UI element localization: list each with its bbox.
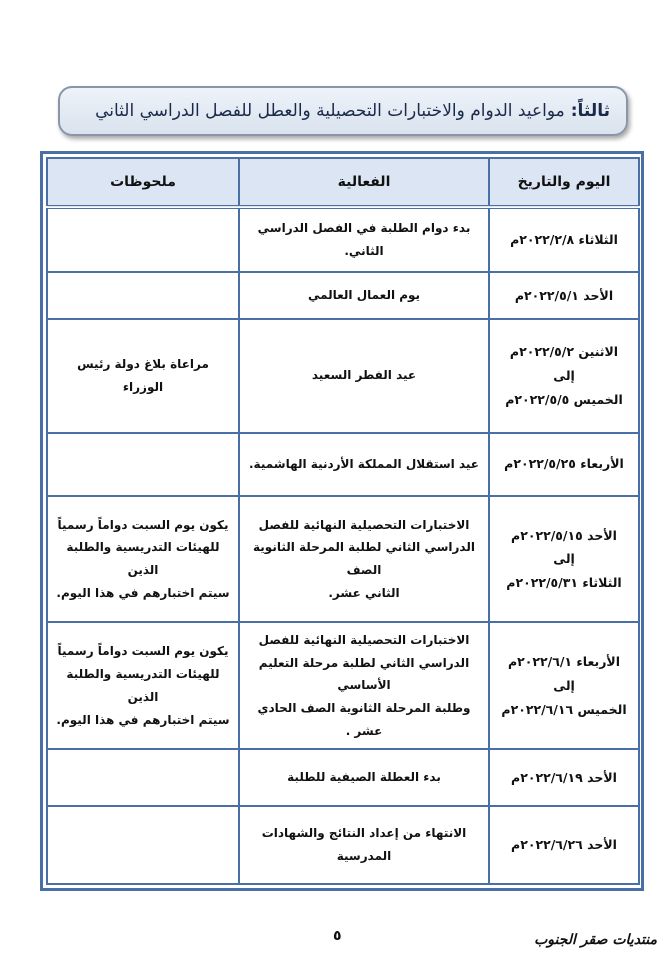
activity-cell: [239, 272, 489, 318]
heading-text: مواعيد الدوام والاختبارات التحصيلية والعطل للفصل الدراسي الثاني: [95, 101, 565, 121]
notes-cell: [47, 749, 239, 806]
date-cell: [489, 806, 639, 884]
notes-cell-line: سيتم اختبارهم في هذا اليوم.: [56, 585, 230, 600]
activity-cell: [239, 806, 489, 884]
date-cell-line: الأحد ٢٠٢٢/٥/١م: [514, 287, 614, 303]
page-number: ٥: [333, 928, 342, 944]
activity-cell: [239, 433, 489, 496]
activity-cell-line: الانتهاء من إعداد النتائج والشهادات: [261, 826, 467, 841]
activity-cell: [239, 319, 489, 433]
activity-cell-line: الدراسي الثاني لطلبة مرحلة التعليم الأساسي: [258, 655, 470, 693]
date-cell-line: الثلاثاء ٢٠٢٢/٥/٣١م: [506, 575, 622, 591]
date-cell-line: إلى: [553, 677, 575, 693]
table-row: [47, 433, 639, 496]
activity-cell: [239, 622, 489, 749]
activity-cell-line: الثاني عشر.: [328, 585, 400, 600]
date-cell-line: الثلاثاء ٢٠٢٢/٢/٨م: [510, 232, 618, 248]
notes-cell-line: يكون يوم السبت دواماً رسمياً: [57, 517, 229, 532]
date-cell-line: الخميس ٢٠٢٢/٦/١٦م: [501, 701, 627, 717]
activity-cell-line: الاختبارات التحصيلية النهائية للفصل: [258, 517, 470, 532]
date-cell: [489, 622, 639, 749]
schedule-table: [46, 157, 640, 885]
activity-cell-line: يوم العمال العالمي: [307, 288, 421, 303]
table-row: [47, 272, 639, 318]
notes-cell-line: للهيئات التدريسية والطلبة الذين: [66, 666, 220, 704]
notes-cell: [47, 319, 239, 433]
table-row: [47, 749, 639, 806]
date-cell-line: الاثنين ٢٠٢٢/٥/٢م: [509, 344, 619, 360]
date-cell: [489, 207, 639, 272]
notes-cell-line: سيتم اختبارهم في هذا اليوم.: [56, 712, 230, 727]
schedule-table-frame: [40, 151, 644, 891]
activity-cell-line: عيد استقلال المملكة الأردنية الهاشمية.: [249, 456, 479, 471]
notes-cell: [47, 207, 239, 272]
activity-cell-line: الاختبارات التحصيلية النهائية للفصل: [258, 632, 470, 647]
activity-cell-line: وطلبة المرحلة الثانوية الصف الحادي عشر .: [257, 701, 471, 738]
date-cell: [489, 496, 639, 623]
activity-cell-line: بدء العطلة الصيفية للطلبة: [287, 770, 441, 785]
activity-cell: [239, 749, 489, 806]
notes-cell-line: للهيئات التدريسية والطلبة الذين: [66, 540, 220, 578]
notes-cell: [47, 272, 239, 318]
table-header-row: [47, 158, 639, 207]
header-notes: ملحوظات: [47, 158, 239, 207]
table-row: [47, 622, 639, 749]
date-cell-line: الخميس ٢٠٢٢/٥/٥م: [505, 391, 623, 407]
date-cell-line: إلى: [553, 551, 575, 567]
date-cell-line: الأحد ٢٠٢٢/٥/١٥م: [511, 527, 617, 543]
notes-cell: [47, 806, 239, 884]
forum-watermark: منتديات صقر الجنوب: [534, 932, 657, 948]
section-heading: [58, 86, 628, 136]
notes-cell: [47, 433, 239, 496]
activity-cell: [239, 496, 489, 623]
date-cell-line: الأحد ٢٠٢٢/٦/٢٦م: [511, 837, 617, 853]
table-row: [47, 806, 639, 884]
notes-cell-line: يكون يوم السبت دواماً رسمياً: [57, 644, 229, 659]
activity-cell-line: المدرسية: [336, 848, 392, 863]
header-date: اليوم والتاريخ: [489, 158, 639, 207]
date-cell: [489, 433, 639, 496]
activity-cell-line: بدء دوام الطلبة في الفصل الدراسي الثاني.: [257, 221, 471, 259]
table-row: [47, 319, 639, 433]
heading-prefix: ثالثاً:: [570, 101, 610, 121]
date-cell-line: إلى: [553, 367, 575, 383]
activity-cell: [239, 207, 489, 272]
date-cell: [489, 749, 639, 806]
table-row: [47, 496, 639, 623]
header-activity: الفعالية: [239, 158, 489, 207]
date-cell-line: الأربعاء ٢٠٢٢/٥/٢٥م: [504, 456, 624, 472]
activity-cell-line: الدراسي الثاني لطلبة المرحلة الثانوية الصف: [253, 540, 475, 578]
date-cell: [489, 272, 639, 318]
table-row: [47, 207, 639, 272]
date-cell: [489, 319, 639, 433]
notes-cell-line: مراعاة بلاغ دولة رئيس الوزراء: [77, 356, 209, 394]
notes-cell: [47, 496, 239, 623]
date-cell-line: الأحد ٢٠٢٢/٦/١٩م: [511, 769, 617, 785]
notes-cell: [47, 622, 239, 749]
date-cell-line: الأربعاء ٢٠٢٢/٦/١م: [507, 654, 621, 670]
activity-cell-line: عيد الفطر السعيد: [311, 368, 417, 383]
